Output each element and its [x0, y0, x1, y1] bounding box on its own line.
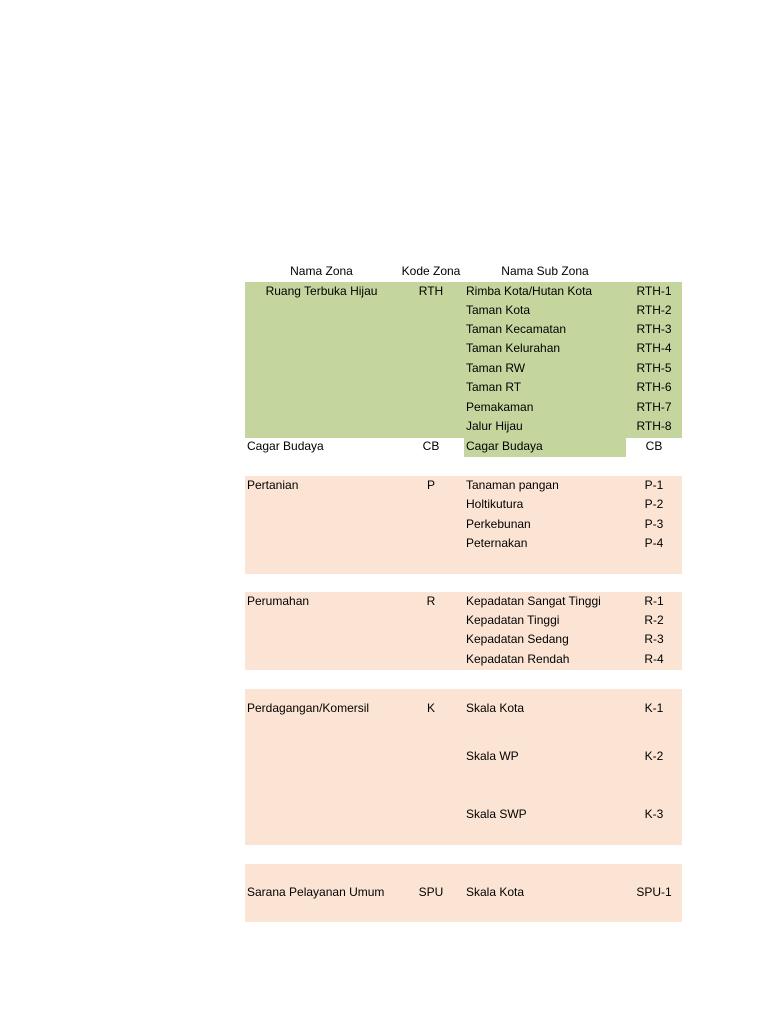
- zone-name-pertanian: Pertanian: [247, 478, 299, 492]
- subzone-name: Kepadatan Rendah: [466, 652, 570, 666]
- subzone-name: Pemakaman: [466, 400, 534, 414]
- zone-name-cb: Cagar Budaya: [247, 439, 324, 453]
- subzone-name: Skala SWP: [466, 807, 527, 821]
- subzone-code: P-2: [644, 497, 664, 511]
- subzone-code: RTH-6: [636, 380, 672, 394]
- subzone-name: Taman Kota: [466, 303, 531, 317]
- subzone-code: R-2: [644, 613, 664, 627]
- subzone-name: Holtikutura: [466, 497, 524, 511]
- subzone-code: RTH-1: [636, 284, 672, 298]
- subzone-code: P-4: [644, 536, 664, 550]
- header-nama-sub-zona: Nama Sub Zona: [501, 264, 589, 278]
- subzone-code: SPU-1: [636, 885, 672, 899]
- zone-code-rth: RTH: [418, 284, 444, 298]
- header-kode-zona: Kode Zona: [401, 264, 461, 278]
- subzone-code: R-1: [644, 594, 664, 608]
- subzone-code: R-3: [644, 632, 664, 646]
- subzone-name: Peternakan: [466, 536, 528, 550]
- subzone-name: Tanaman pangan: [466, 478, 559, 492]
- zone-code-perumahan: R: [426, 594, 436, 608]
- header-nama-zona: Nama Zona: [290, 264, 353, 278]
- subzone-name: Rimba Kota/Hutan Kota: [466, 284, 593, 298]
- subzone-code: RTH-5: [636, 361, 672, 375]
- subzone-name: Taman RT: [466, 380, 522, 394]
- subzone-name: Taman RW: [466, 361, 526, 375]
- subzone-code: CB: [645, 439, 663, 453]
- zone-code-spu: SPU: [418, 885, 444, 899]
- subzone-name: Jalur Hijau: [466, 419, 523, 433]
- zone-name-rth: Ruang Terbuka Hijau: [265, 284, 378, 298]
- subzone-code: K-2: [644, 749, 664, 763]
- subzone-code: P-1: [644, 478, 664, 492]
- subzone-name: Taman Kelurahan: [466, 341, 561, 355]
- subzone-code: K-1: [644, 701, 664, 715]
- subzone-name: Kepadatan Tinggi: [466, 613, 560, 627]
- subzone-code: P-3: [644, 517, 664, 531]
- subzone-name: Skala Kota: [466, 885, 525, 899]
- subzone-code: RTH-4: [636, 341, 672, 355]
- subzone-code: RTH-7: [636, 400, 672, 414]
- zone-name-perumahan: Perumahan: [247, 594, 310, 608]
- rth-band: [245, 282, 682, 438]
- subzone-name: Kepadatan Sedang: [466, 632, 569, 646]
- subzone-code: RTH-3: [636, 322, 672, 336]
- subzone-name: Kepadatan Sangat Tinggi: [466, 594, 601, 608]
- zone-code-pertanian: P: [426, 478, 435, 492]
- zone-name-perdagangan: Perdagangan/Komersil: [247, 701, 370, 715]
- subzone-name: Perkebunan: [466, 517, 531, 531]
- subzone-code: RTH-2: [636, 303, 672, 317]
- subzone-code: RTH-8: [636, 419, 672, 433]
- subzone-code: R-4: [644, 652, 664, 666]
- subzone-name: Skala Kota: [466, 701, 525, 715]
- subzone-name: Skala WP: [466, 749, 519, 763]
- zone-name-spu: Sarana Pelayanan Umum: [247, 885, 385, 899]
- zone-code-perdagangan: K: [426, 701, 435, 715]
- zone-code-cb: CB: [422, 439, 440, 453]
- subzone-name: Cagar Budaya: [466, 439, 543, 453]
- subzone-code: K-3: [644, 807, 664, 821]
- subzone-name: Taman Kecamatan: [466, 322, 567, 336]
